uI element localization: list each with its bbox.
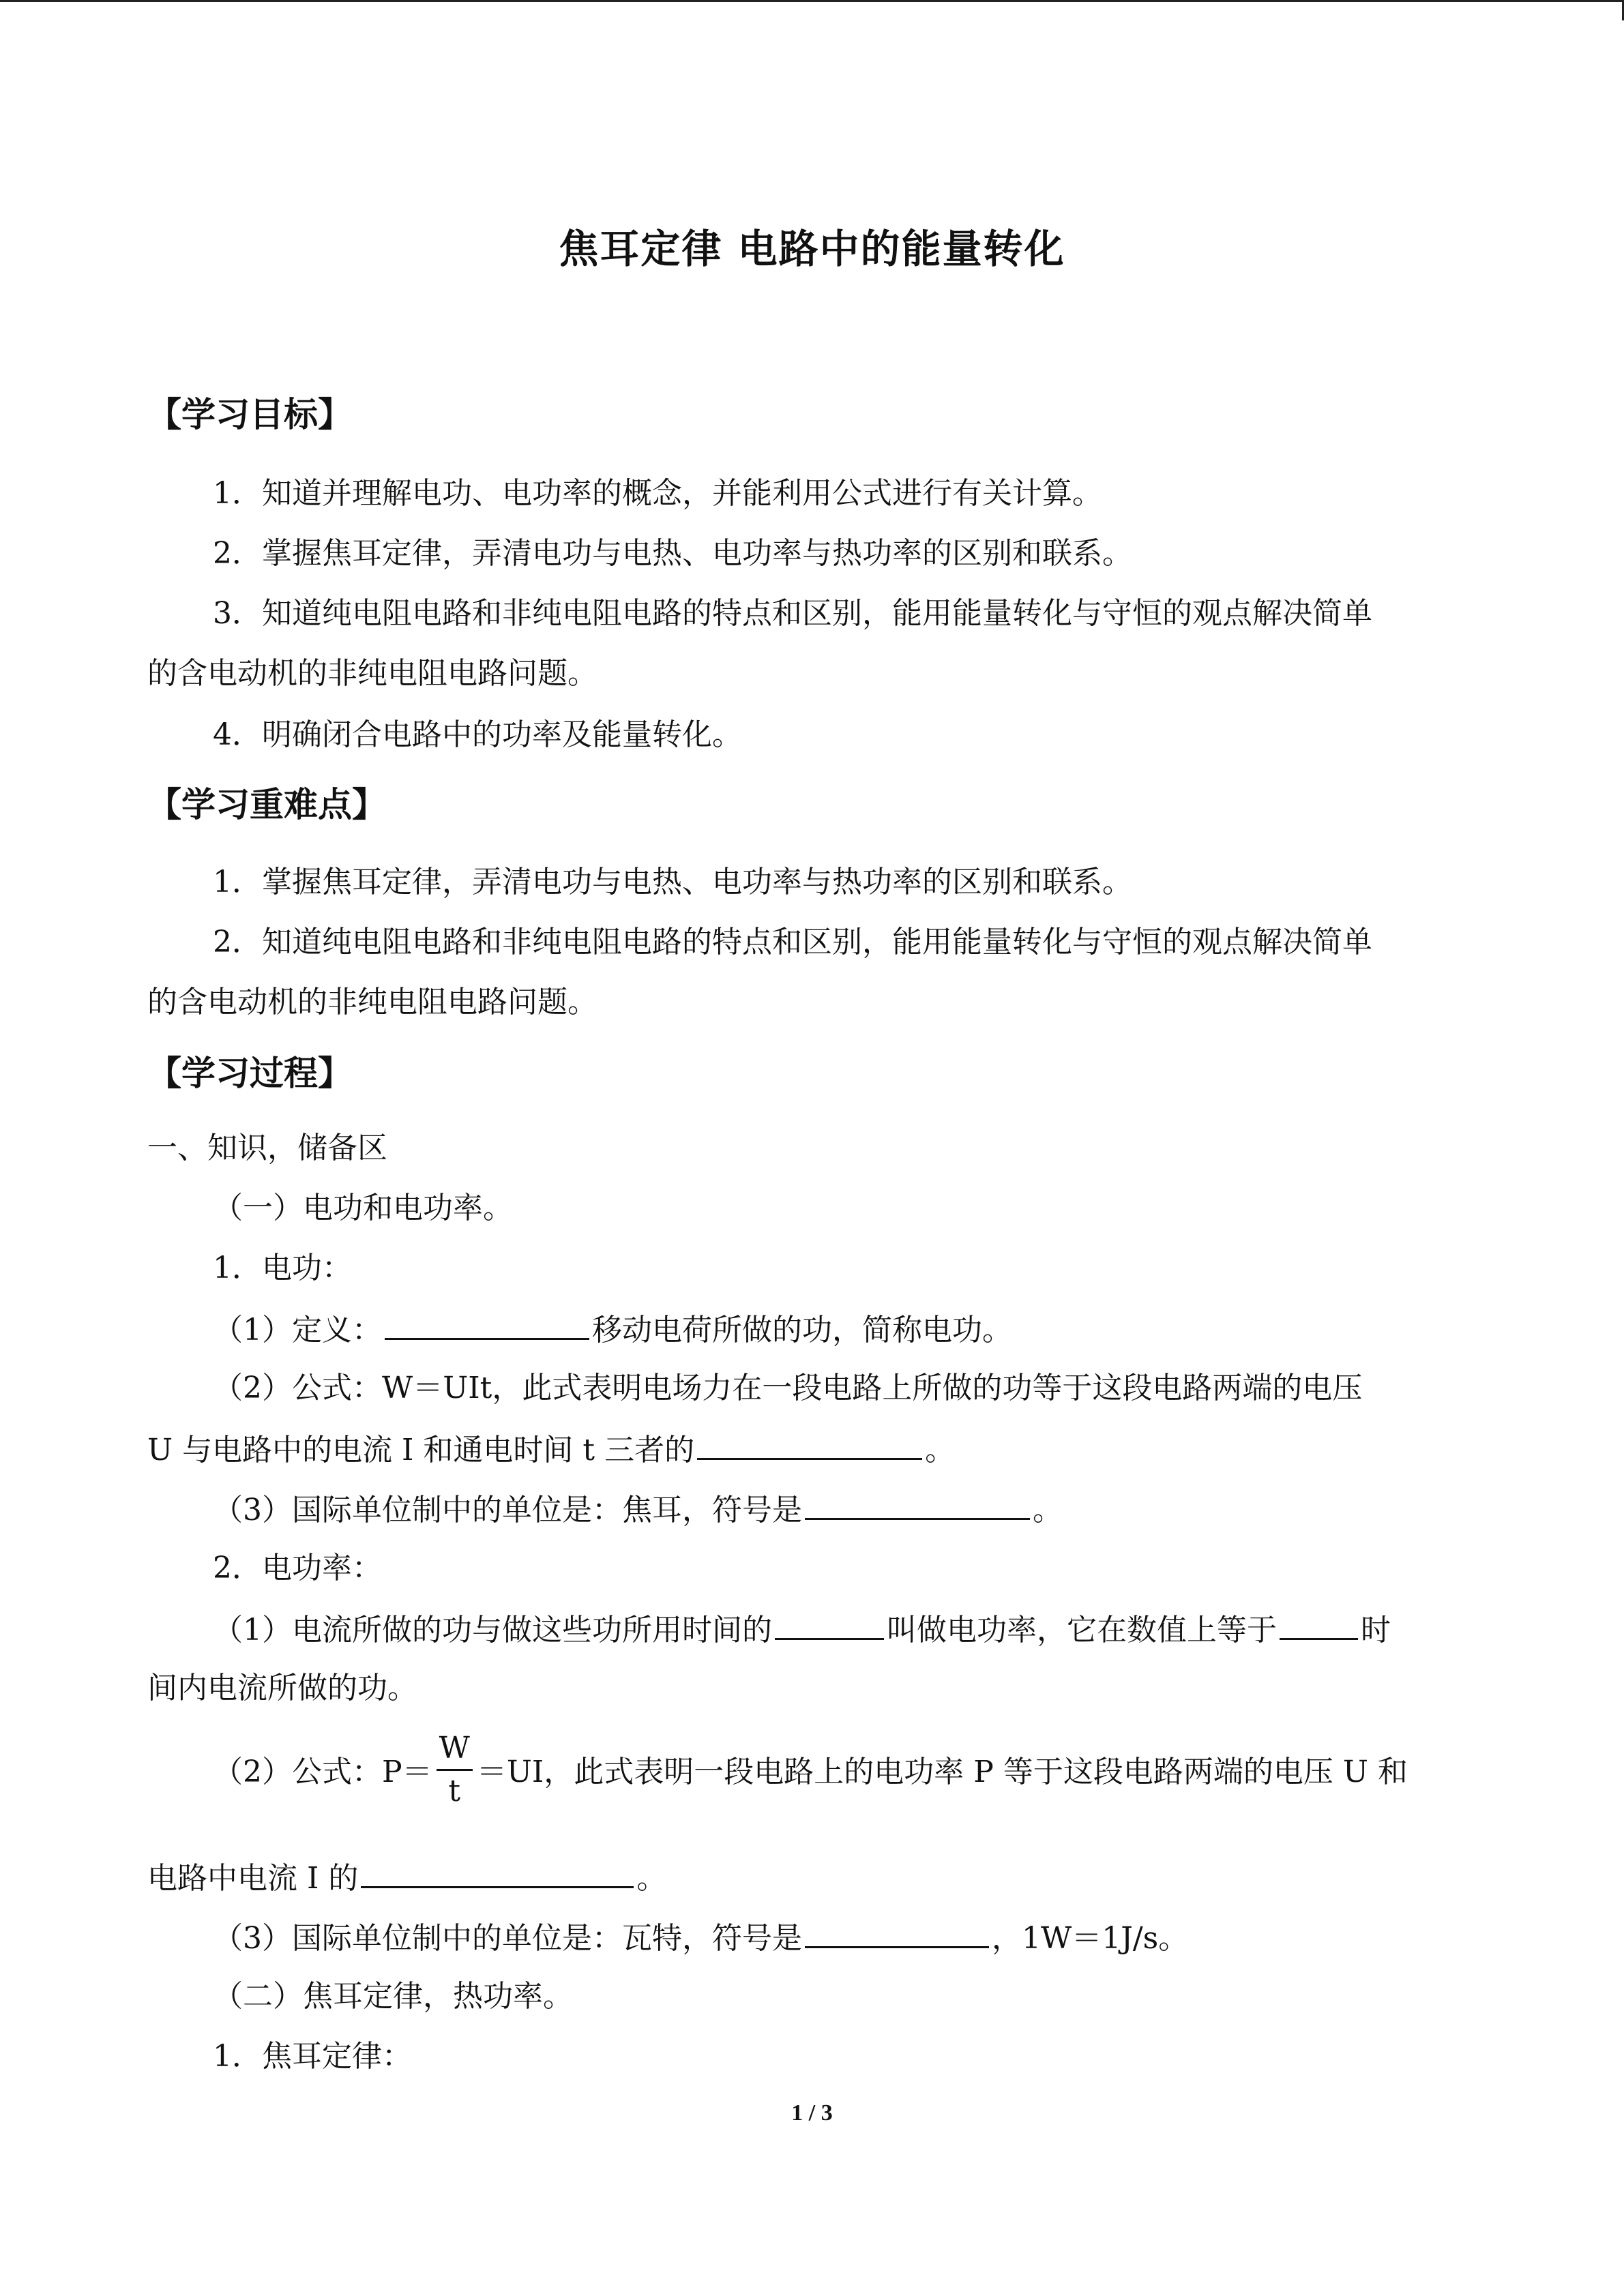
fraction: $\frac{W}{t}$ <box>437 1728 473 1812</box>
goal-item: 2．掌握焦耳定律，弄清电功与电热、电功率与热功率的区别和联系。 <box>213 536 1132 571</box>
item-heading: 2．电功率： <box>213 1551 382 1585</box>
fill-blank[interactable] <box>385 1308 589 1340</box>
power-def-line: （1）电流所做的功与做这些功所用时间的 叫做电功率，它在数值上等于 时 <box>213 1608 1391 1651</box>
power-formula-cont: 电路中电流 I 的 。 <box>147 1856 666 1899</box>
formula-line: （2）公式：W＝UIt，此式表明电场力在一段电路上所做的功等于这段电路两端的电压 <box>213 1371 1363 1405</box>
key-item-cont: 的含电动机的非纯电阻电路问题。 <box>147 985 597 1019</box>
page-title: 焦耳定律 电路中的能量转化 <box>559 226 1065 272</box>
fill-blank[interactable] <box>805 1488 1030 1520</box>
fill-blank[interactable] <box>1280 1608 1358 1640</box>
section-heading-key: 【学习重难点】 <box>147 785 386 824</box>
item-heading: 1．电功： <box>213 1251 352 1285</box>
unit-line: （3）国际单位制中的单位是：瓦特，符号是 ，1W＝1J/s。 <box>213 1916 1188 1959</box>
fill-blank[interactable] <box>697 1428 922 1460</box>
key-item: 1．掌握焦耳定律，弄清电功与电热、电功率与热功率的区别和联系。 <box>213 865 1132 899</box>
power-formula-line: （2）公式：P＝ $\frac{W}{t}$ ＝UI，此式表明一段电路上的电功率 P 等于这段电路两端的电压 U 和 <box>213 1732 1408 1816</box>
power-def-cont: 间内电流所做的功。 <box>147 1671 417 1705</box>
goal-item-cont: 的含电动机的非纯电阻电路问题。 <box>147 656 597 691</box>
section-heading-process: 【学习过程】 <box>147 1054 352 1093</box>
definition-line: （1）定义： 移动电荷所做的功，简称电功。 <box>213 1308 1012 1351</box>
page-number: 1 / 3 <box>791 2100 833 2126</box>
goal-item: 1．知道并理解电功、电功率的概念，并能利用公式进行有关计算。 <box>213 476 1102 511</box>
sub-heading: （二）焦耳定律，热功率。 <box>213 1979 573 2014</box>
goal-item: 4．明确闭合电路中的功率及能量转化。 <box>213 717 742 752</box>
key-item: 2．知道纯电阻电路和非纯电阻电路的特点和区别，能用能量转化与守恒的观点解决简单 <box>213 925 1372 959</box>
item-heading: 1．焦耳定律： <box>213 2039 412 2074</box>
fill-blank[interactable] <box>361 1856 634 1888</box>
fill-blank[interactable] <box>805 1916 989 1948</box>
part-heading: 一、知识，储备区 <box>147 1131 387 1165</box>
top-border <box>0 0 1624 2</box>
formula-line-cont: U 与电路中的电流 I 和通电时间 t 三者的 。 <box>147 1428 955 1471</box>
fill-blank[interactable] <box>775 1608 884 1640</box>
section-heading-goals: 【学习目标】 <box>147 395 352 434</box>
unit-line: （3）国际单位制中的单位是：焦耳，符号是 。 <box>213 1488 1063 1531</box>
goal-item: 3．知道纯电阻电路和非纯电阻电路的特点和区别，能用能量转化与守恒的观点解决简单 <box>213 596 1372 631</box>
sub-heading: （一）电功和电功率。 <box>213 1191 513 1225</box>
